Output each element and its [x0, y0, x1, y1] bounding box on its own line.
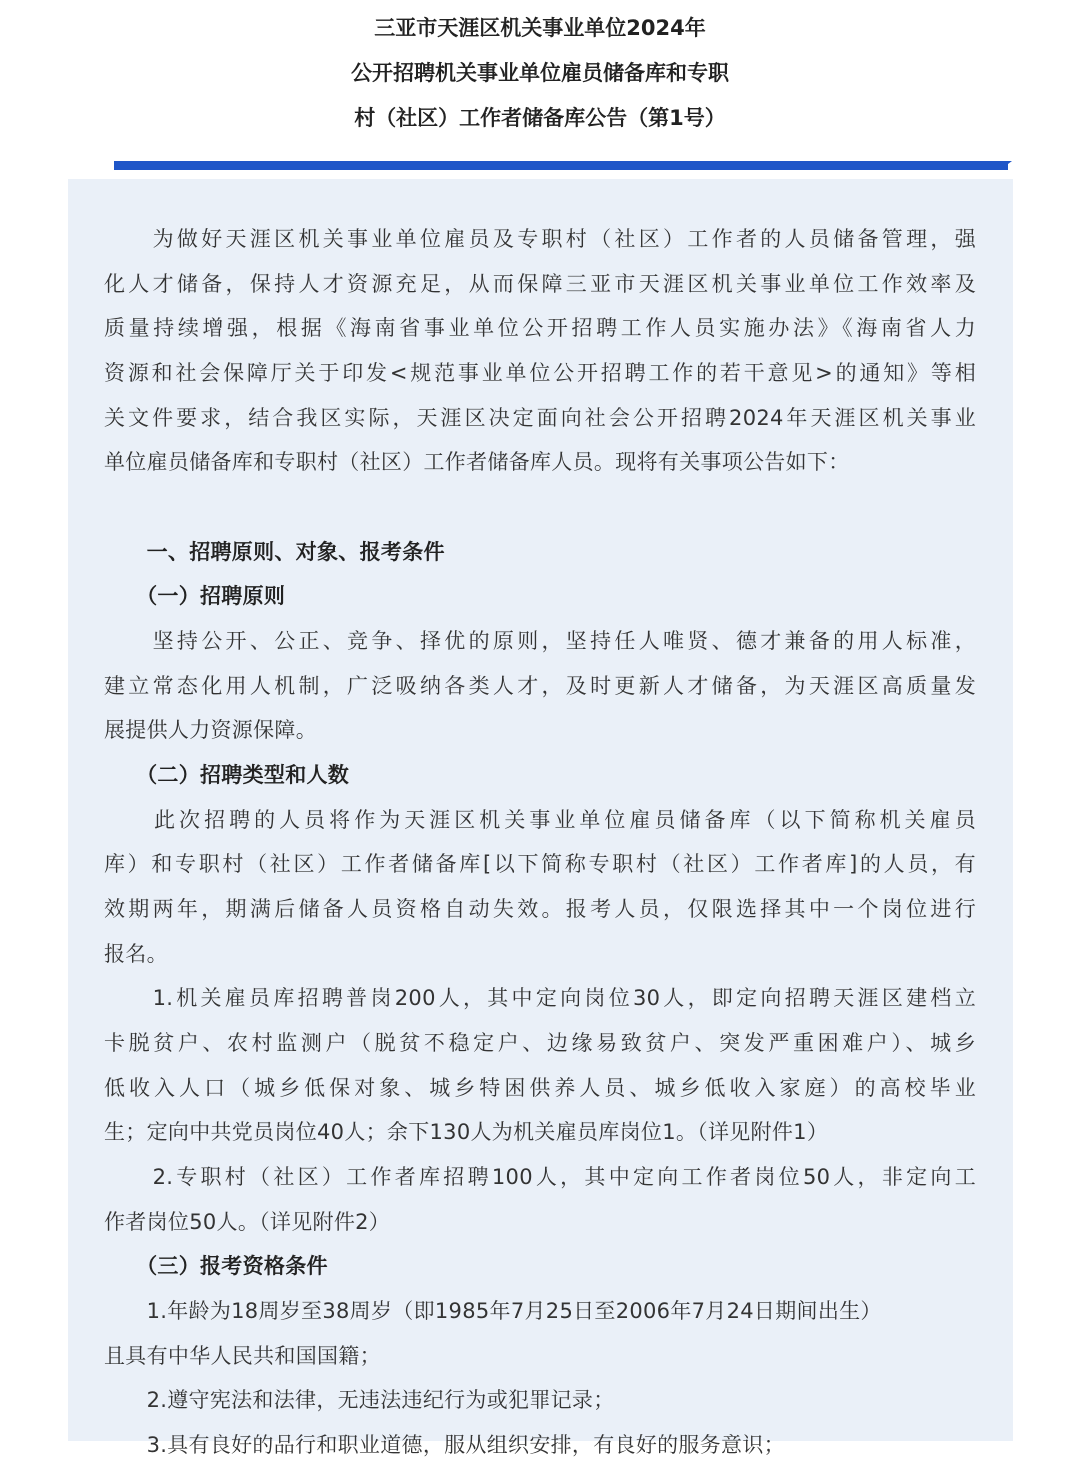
- paragraph-line: 3.具有良好的品行和职业道德，服从组织安排，有良好的服务意识；: [104, 1433, 785, 1457]
- paragraph-line: 效期两年，期满后储备人员资格自动失效。报考人员，仅限选择其中一个岗位进行: [104, 897, 976, 921]
- intro-line: 为做好天涯区机关事业单位雇员及专职村（社区）工作者的人员储备管理，强: [104, 227, 976, 251]
- intro-line: 关文件要求，结合我区实际，天涯区决定面向社会公开招聘2024年天涯区机关事业: [104, 406, 976, 430]
- paragraph-line: 报名。: [104, 942, 168, 966]
- title-line-3: 村（社区）工作者储备库公告（第1号）: [354, 106, 726, 130]
- intro-line: 资源和社会保障厅关于印发<规范事业单位公开招聘工作的若干意见>的通知》等相: [104, 361, 976, 385]
- title-line-1: 三亚市天涯区机关事业单位2024年: [374, 16, 706, 40]
- intro-line: 单位雇员储备库和专职村（社区）工作者储备库人员。现将有关事项公告如下：: [104, 450, 850, 474]
- paragraph-line: 此次招聘的人员将作为天涯区机关事业单位雇员储备库（以下简称机关雇员: [104, 808, 976, 832]
- paragraph-line: 且具有中华人民共和国国籍；: [104, 1344, 381, 1368]
- subsection-heading: （三）报考资格条件: [104, 1254, 328, 1278]
- paragraph-line: 建立常态化用人机制，广泛吸纳各类人才，及时更新人才储备，为天涯区高质量发: [104, 674, 976, 698]
- paragraph-line: 库）和专职村（社区）工作者储备库[以下简称专职村（社区）工作者库]的人员，有: [104, 852, 976, 876]
- section-heading: 一、招聘原则、对象、报考条件: [104, 540, 445, 564]
- paragraph-line: 生；定向中共党员岗位40人；余下130人为机关雇员库岗位1。（详见附件1）: [104, 1120, 829, 1144]
- intro-line: 质量持续增强，根据《海南省事业单位公开招聘工作人员实施办法》《海南省人力: [104, 316, 976, 340]
- notice-body: [68, 179, 1013, 1457]
- paragraph-line: 2.专职村（社区）工作者库招聘100人，其中定向工作者岗位50人，非定向工: [104, 1165, 976, 1189]
- paragraph-line: 卡脱贫户、农村监测户（脱贫不稳定户、边缘易致贫户、突发严重困难户）、城乡: [104, 1031, 976, 1055]
- subsection-heading: （二）招聘类型和人数: [104, 763, 350, 787]
- paragraph-line: 2.遵守宪法和法律，无违法违纪行为或犯罪记录；: [104, 1388, 615, 1412]
- subsection-heading: （一）招聘原则: [104, 584, 286, 608]
- paragraph-line: 1.机关雇员库招聘普岗200人，其中定向岗位30人，即定向招聘天涯区建档立: [104, 986, 976, 1010]
- intro-line: 化人才储备，保持人才资源充足，从而保障三亚市天涯区机关事业单位工作效率及: [104, 272, 976, 296]
- paragraph-line: 低收入人口（城乡低保对象、城乡特困供养人员、城乡低收入家庭）的高校毕业: [104, 1076, 976, 1100]
- paragraph-line: 展提供人力资源保障。: [104, 718, 317, 742]
- paragraph-line: 1.年龄为18周岁至38周岁（即1985年7月25日至2006年7月24日期间出生）: [104, 1299, 882, 1323]
- title-divider-cap: [1000, 161, 1012, 170]
- paragraph-line: 作者岗位50人。（详见附件2）: [104, 1210, 391, 1234]
- paragraph-line: 坚持公开、公正、竞争、择优的原则，坚持任人唯贤、德才兼备的用人标准，: [104, 629, 976, 653]
- title-divider-bar: [114, 161, 1008, 170]
- title-line-2: 公开招聘机关事业单位雇员储备库和专职: [351, 61, 729, 85]
